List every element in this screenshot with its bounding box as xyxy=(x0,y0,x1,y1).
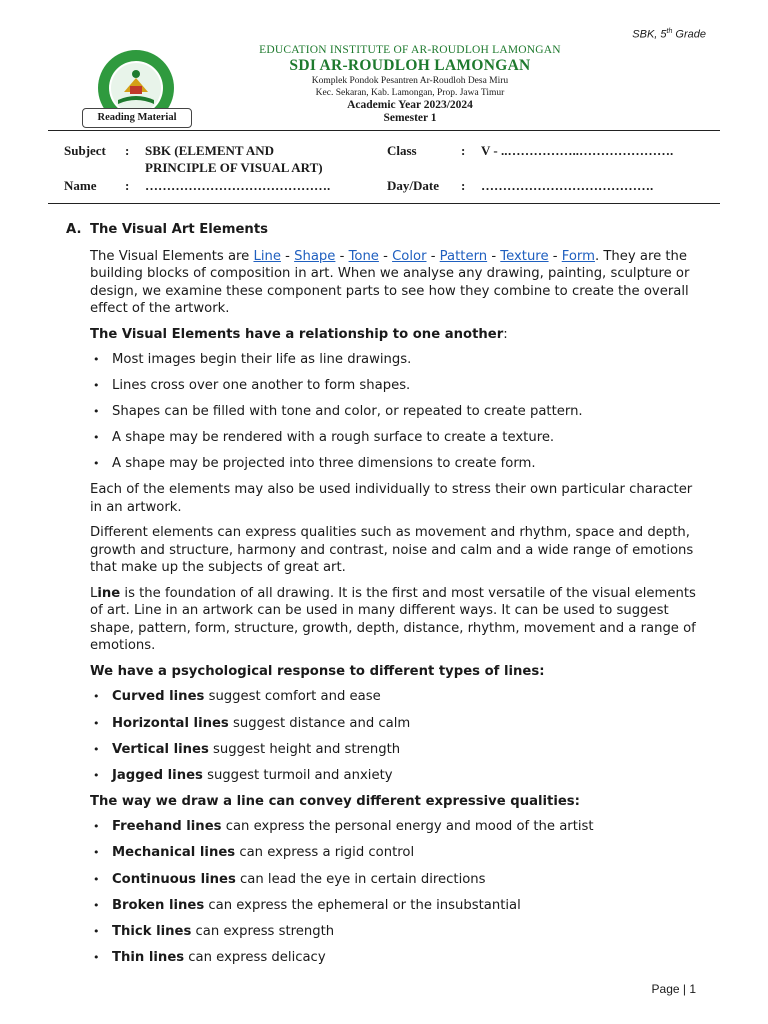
line-paragraph: Line is the foundation of all drawing. It is the first and most versatile of the visual elements of art. Line in an artwork can be used in many different ways. It can be used to suggest shape, pattern, form, structure, growth, depth, distance, rhythm, movement and a range of emotions. xyxy=(90,585,696,654)
institution-name: EDUCATION INSTITUTE OF AR-ROUDLOH LAMONGAN xyxy=(259,44,561,56)
academic-year: Academic Year 2023/2024 xyxy=(347,99,473,111)
list-item: • Vertical lines suggest height and strength xyxy=(93,741,401,757)
link-pattern[interactable]: Pattern xyxy=(439,248,488,264)
intro-paragraph: The Visual Elements are Line - Shape - Tone - Color - Pattern - Texture - Form. They are the building blocks of composition in art. When we analyse any drawing, painting, sculpture or design, we examine these component parts to see how they combine to create the overall effect of the artwork. xyxy=(90,248,690,316)
semester: Semester 1 xyxy=(383,112,437,124)
grade-label: SBK, 5th Grade xyxy=(632,28,706,41)
list-item: • Freehand lines can express the personal energy and mood of the artist xyxy=(93,819,594,835)
link-texture[interactable]: Texture xyxy=(500,248,549,264)
link-tone[interactable]: Tone xyxy=(348,248,379,264)
subject-label: Subject xyxy=(64,143,106,158)
day-date-label: Day/Date xyxy=(387,178,439,193)
list-item: • Thin lines can express delicacy xyxy=(93,949,326,965)
link-form[interactable]: Form xyxy=(561,248,595,264)
list-item: • Jagged lines suggest turmoil and anxiety xyxy=(93,767,393,783)
link-color[interactable]: Color xyxy=(392,248,427,264)
subject-colon: : xyxy=(125,143,130,158)
psych-heading: We have a psychological response to different types of lines: xyxy=(90,663,545,679)
reading-material-badge: Reading Material xyxy=(82,108,192,128)
list-item: • A shape may be rendered with a rough surface to create a texture. xyxy=(93,430,555,446)
list-item: • Lines cross over one another to form shapes. xyxy=(93,378,411,394)
list-item: • Curved lines suggest comfort and ease xyxy=(93,689,381,705)
class-label: Class xyxy=(387,143,417,158)
name-colon: : xyxy=(125,178,130,193)
link-shape[interactable]: Shape xyxy=(294,248,336,264)
expressive-heading: The way we draw a line can convey different expressive qualities: xyxy=(90,793,580,809)
individual-paragraph: Each of the elements may also be used individually to stress their own particular character in an artwork. xyxy=(90,482,693,515)
day-date-value: …………………………………. xyxy=(481,178,654,193)
list-item: • A shape may be projected into three dimensions to create form. xyxy=(93,456,536,472)
list-item: • Shapes can be filled with tone and color, or repeated to create pattern. xyxy=(93,404,583,420)
expressive-list xyxy=(90,818,706,966)
relationship-heading: The Visual Elements have a relationship to one another: xyxy=(90,326,508,342)
list-item: • Thick lines can express strength xyxy=(93,923,335,939)
header-divider xyxy=(48,130,720,131)
subject-value-line1: SBK (ELEMENT AND xyxy=(145,143,275,158)
list-item: • Mechanical lines can express a rigid control xyxy=(93,845,415,861)
list-item: • Horizontal lines suggest distance and calm xyxy=(93,715,411,731)
section-heading: A. The Visual Art Elements xyxy=(66,222,268,237)
name-value: ……………………………………. xyxy=(145,178,331,193)
list-item: • Most images begin their life as line drawings. xyxy=(93,352,412,367)
school-name: SDI AR-ROUDLOH LAMONGAN xyxy=(289,57,531,74)
class-value: V - ..……………..…………………. xyxy=(481,143,674,158)
day-date-colon: : xyxy=(461,178,466,193)
reading-content xyxy=(66,221,706,975)
link-line[interactable]: Line xyxy=(253,248,281,264)
school-address-1: Komplek Pondok Pesantren Ar-Roudloh Desa Miru xyxy=(311,76,509,86)
page-number: Page | 1 xyxy=(651,982,696,996)
list-item: • Broken lines can express the ephemeral or the insubstantial xyxy=(93,897,521,913)
name-label: Name xyxy=(64,178,97,193)
class-colon: : xyxy=(461,143,466,158)
psych-list xyxy=(90,688,706,784)
body-divider xyxy=(48,203,720,204)
list-item: • Continuous lines can lead the eye in certain directions xyxy=(93,871,486,887)
subject-value-line2: PRINCIPLE OF VISUAL ART) xyxy=(145,160,323,175)
qualities-paragraph: Different elements can express qualities such as movement and rhythm, space and depth, growth and structure, harmony and contrast, noise and calm and a wide range of emotions that make up the subjects of great art. xyxy=(90,525,694,576)
school-address-2: Kec. Sekaran, Kab. Lamongan, Prop. Jawa Timur xyxy=(315,88,505,98)
relationship-list xyxy=(90,351,706,473)
